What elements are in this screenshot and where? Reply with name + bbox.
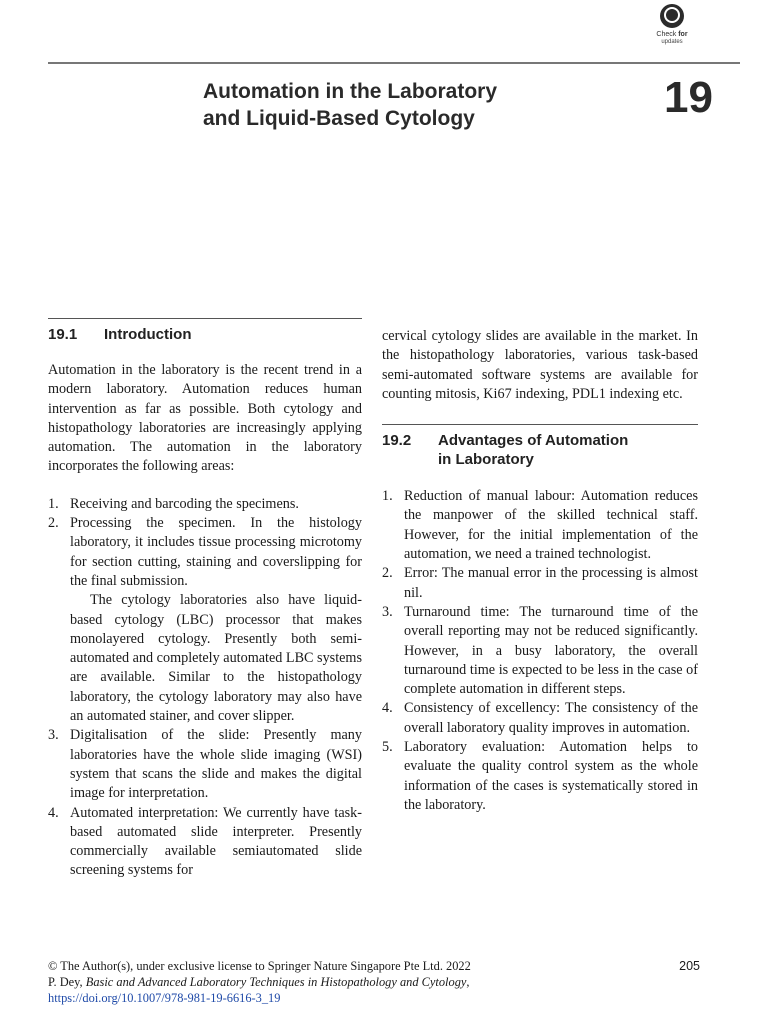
section-heading-1 <box>48 325 362 344</box>
continued-paragraph: cervical cytology slides are available in the market. In the histopathology laboratories, various task-based semi-automated software systems are available for counting mitosis, Ki67 indexing, PDL1 indexing etc. <box>382 328 698 402</box>
list-item: 4. Consistency of excellency: The consistency of the overall laboratory quality improves in automation. <box>382 700 698 736</box>
right-column <box>382 327 698 815</box>
section-title: Introduction <box>104 326 192 343</box>
left-column <box>48 318 362 881</box>
list-item: 3. Digitalisation of the slide: Presently many laboratories have the whole slide imaging (WSI) system that scans the slide and makes the digital image for interpretation. <box>48 727 362 802</box>
section-rule <box>48 318 362 319</box>
chapter-number: 19 <box>664 73 713 122</box>
page-footer <box>48 958 700 1006</box>
list-item: 2. Error: The manual error in the processing is almost nil. <box>382 565 698 601</box>
list-item: 1. Reduction of manual labour: Automation reduces the manpower of the skilled technical staff. However, for the initial implementation of the automation, we need a trained technologist. <box>382 488 698 563</box>
chapter-title-line1: Automation in the Laboratory <box>203 80 497 103</box>
section-heading-2 <box>382 431 698 469</box>
doi-link[interactable]: https://doi.org/10.1007/978-981-19-6616-3_19 <box>48 991 281 1005</box>
list-item: 2. Processing the specimen. In the histology laboratory, it includes tissue processing microtomy for section cutting, staining and coverslipping for the final submission. The cytology laboratories also have liquid-based cytology (LBC) processor that makes monolayered cytology. Presently both semi-automated and completely automated LBC systems are available. Similar to the histopathology laboratory, the cytology laboratory may also have an automated stainer, and cover slipper. <box>48 514 362 726</box>
chapter-title-line2: and Liquid-Based Cytology <box>203 107 475 130</box>
check-updates-icon <box>660 4 684 28</box>
list-item-subparagraph: The cytology laboratories also have liquid-based cytology (LBC) processor that makes monolayered cytology. Presently both semi-automated and completely automated LBC systems are available. Similar to the histopathology laboratory, the cytology laboratory may also have an automated stainer, and cover slipper. <box>70 592 362 725</box>
section-number: 19.2 <box>382 432 412 450</box>
badge-line2: updates <box>661 39 683 45</box>
chapter-title <box>203 78 603 132</box>
areas-list <box>48 495 362 881</box>
list-item: 3. Turnaround time: The turnaround time of the overall reporting may not be reduced significantly. However, in a busy laboratory, the overall turnaround time is expected to be less in the case of complete automation in different steps. <box>382 603 698 698</box>
section-title-line2: in Laboratory <box>438 451 534 469</box>
page-number: 205 <box>679 959 700 973</box>
list-item: 5. Laboratory evaluation: Automation helps to evaluate the quality control system as the whole information of the cases is systematically stored in the laboratory. <box>382 739 698 813</box>
header-rule <box>48 62 740 64</box>
section-rule <box>382 424 698 425</box>
section-title-line1: Advantages of Automation <box>438 432 629 450</box>
badge-line1: Check for <box>656 31 688 38</box>
list-item: 1. Receiving and barcoding the specimens. <box>48 495 299 512</box>
copyright-line: © The Author(s), under exclusive license to Springer Nature Singapore Pte Ltd. 2022 <box>48 959 471 973</box>
advantages-list <box>382 487 698 815</box>
check-for-updates-badge[interactable] <box>646 4 698 54</box>
section-number: 19.1 <box>48 326 78 343</box>
citation-line: P. Dey, Basic and Advanced Laboratory Techniques in Histopathology and Cytology, <box>48 975 470 989</box>
list-item: 4. Automated interpretation: We currently have task-based automated slide interpreter. Presently commercially available semiautomated slide screening systems for <box>48 804 362 879</box>
intro-paragraph: Automation in the laboratory is the recent trend in a modern laboratory. Automation reduces human intervention as far as possible. Both cytology and histopathology laboratories are increasingly applying automation. The automation in the laboratory incorporates the following areas: <box>48 362 362 475</box>
